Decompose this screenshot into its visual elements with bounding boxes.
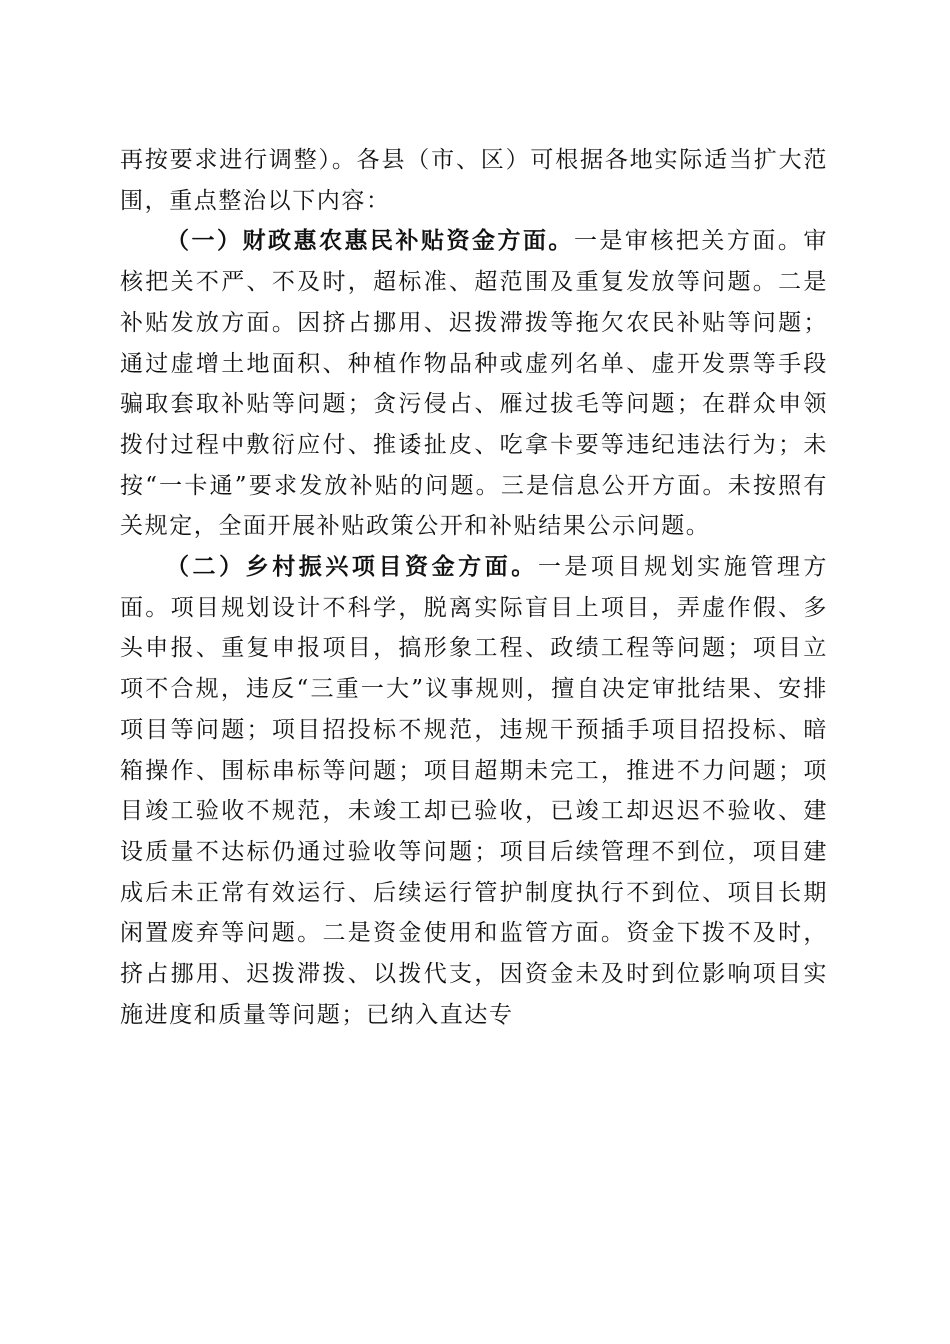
section-2-text: 一是项目规划实施管理方面。项目规划设计不科学，脱离实际盲目上项目，弄虚作假、多头申报、重复申报项目，搞形象工程、政绩工程等问题；项目立项不合规，违反“三重一大”议事规则，擅自决定审批结果、安排项目等问题；项目招投标不规范，违规干预插手项目招投标、暗箱操作、围标串标等问题；项目超期未完工，推进不力问题；项目竣工验收不规范，未竣工却已验收，已竣工却迟迟不验收、建设质量不达标仍通过验收等问题；项目后续管理不到位，项目建成后未正常有效运行、后续运行管护制度执行不到位、项目长期闲置废弃等问题。二是资金使用和监管方面。资金下拨不及时，挤占挪用、迟拨滞拨、以拨代支，因资金未及时到位影响项目实施进度和质量等问题；已纳入直达专 (120, 554, 828, 1028)
paragraph-section-2 (120, 547, 828, 1035)
paragraph-intro (120, 140, 828, 221)
paragraph-intro-text: 再按要求进行调整）。各县（市、区）可根据各地实际适当扩大范围，重点整治以下内容： (120, 147, 828, 214)
section-2-heading: （二）乡村振兴项目资金方面。 (166, 554, 538, 581)
document-body (120, 140, 828, 1035)
paragraph-section-1 (120, 221, 828, 547)
section-1-text: 一是审核把关方面。审核把关不严、不及时，超标准、超范围及重复发放等问题。二是补贴发放方面。因挤占挪用、迟拨滞拨等拖欠农民补贴等问题；通过虚增土地面积、种植作物品种或虚列名单、虚开发票等手段骗取套取补贴等问题；贪污侵占、雁过拔毛等问题；在群众申领拨付过程中敷衍应付、推诿扯皮、吃拿卡要等违纪违法行为；未按“一卡通”要求发放补贴的问题。三是信息公开方面。未按照有关规定，全面开展补贴政策公开和补贴结果公示问题。 (120, 228, 828, 540)
section-1-heading: （一）财政惠农惠民补贴资金方面。 (166, 228, 574, 255)
